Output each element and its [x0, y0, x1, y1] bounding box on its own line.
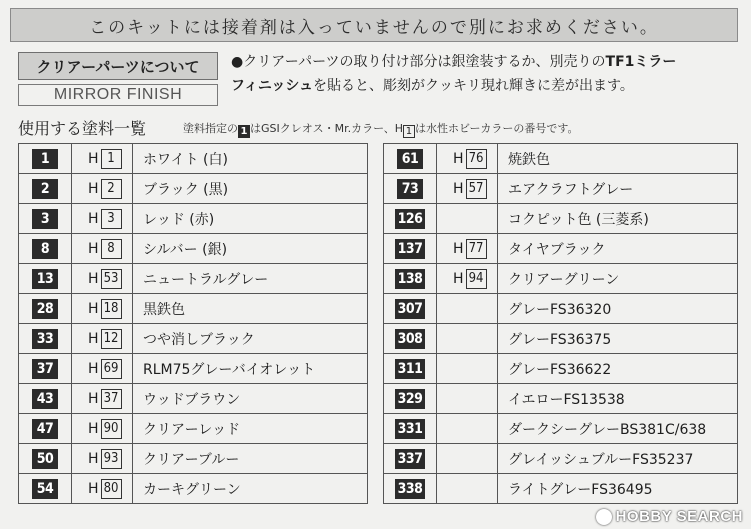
hobby-prefix: H [88, 360, 99, 377]
hobby-prefix: H [88, 450, 99, 467]
hobby-color-code [72, 269, 132, 289]
hobby-color-cell [437, 414, 498, 444]
paint-code-cell [19, 294, 72, 324]
mr-color-number: 126 [395, 209, 426, 229]
hobby-color-number: 69 [101, 359, 122, 379]
hobby-prefix: H [88, 210, 99, 227]
paint-code-cell [19, 174, 72, 204]
hobby-prefix: H [453, 150, 464, 167]
hobby-color-cell [72, 234, 133, 264]
mirror-finish-label: MIRROR FINISH [18, 84, 218, 106]
mr-color-number: 28 [32, 299, 58, 319]
hobby-color-cell [437, 354, 498, 384]
paint-code-cell [19, 384, 72, 414]
paint-code-cell [19, 444, 72, 474]
paint-name: ニュートラルグレー [133, 264, 368, 294]
hobby-color-number: 8 [101, 239, 122, 259]
note-product-name: フィニッシュ [231, 78, 314, 94]
hobby-prefix: H [88, 270, 99, 287]
mr-color-number: 1 [32, 149, 58, 169]
paint-code-cell [384, 324, 437, 354]
paint-code-cell [19, 144, 72, 174]
paint-code-cell [384, 444, 437, 474]
mr-color-number: 331 [395, 419, 426, 439]
hobby-color-cell [72, 144, 133, 174]
mr-color-number: 37 [32, 359, 58, 379]
hobby-color-number: 3 [101, 209, 122, 229]
hobby-prefix: H [88, 180, 99, 197]
mr-color-number: 47 [32, 419, 58, 439]
hobby-color-cell [72, 384, 133, 414]
paint-row [19, 204, 368, 234]
paint-name: 焼鉄色 [498, 144, 738, 174]
mr-color-number: 337 [395, 449, 426, 469]
hobby-color-number: 53 [101, 269, 122, 289]
hobby-color-code [72, 329, 132, 349]
paint-row [19, 264, 368, 294]
paint-name: ホワイト (白) [133, 144, 368, 174]
hobby-color-code [72, 239, 132, 259]
paint-name: ブラック (黒) [133, 174, 368, 204]
paint-code-cell [19, 264, 72, 294]
hobby-color-number: 12 [101, 329, 122, 349]
hobby-color-cell [437, 444, 498, 474]
mr-color-number: 311 [395, 359, 426, 379]
hobby-color-number: 37 [101, 389, 122, 409]
paint-name: ライトグレーFS36495 [498, 474, 738, 504]
mr-color-number: 3 [32, 209, 58, 229]
paint-row [19, 294, 368, 324]
note-text: ●クリアーパーツの取り付け部分は銀塗装するか、別売りの [231, 54, 606, 70]
hobby-color-cell [72, 324, 133, 354]
glue-notice-banner: このキットには接着剤は入っていませんので別にお求めください。 [10, 8, 738, 42]
mr-color-box: 1 [238, 125, 250, 138]
paint-row [384, 144, 738, 174]
paint-row [19, 354, 368, 384]
hobby-color-code [437, 149, 497, 169]
hobby-color-cell [437, 234, 498, 264]
paint-note-text: はGSIクレオス・Mr.カラー、H [250, 122, 403, 135]
hobby-search-logo-icon [596, 509, 612, 525]
paint-code-cell [384, 354, 437, 384]
hobby-color-number: 93 [101, 449, 122, 469]
hobby-color-code [72, 479, 132, 499]
paint-table-right [383, 143, 738, 504]
hobby-color-cell [72, 174, 133, 204]
paint-row [384, 414, 738, 444]
mr-color-number: 137 [395, 239, 426, 259]
mr-color-number: 73 [397, 179, 423, 199]
hobby-color-cell [72, 204, 133, 234]
paint-row [384, 174, 738, 204]
paint-code-cell [384, 144, 437, 174]
hobby-prefix: H [88, 150, 99, 167]
watermark-text: HOBBY SEARCH [615, 508, 743, 525]
hobby-prefix: H [453, 240, 464, 257]
hobby-color-code [437, 269, 497, 289]
hobby-color-cell [437, 384, 498, 414]
hobby-color-number: 18 [101, 299, 122, 319]
paint-name: タイヤブラック [498, 234, 738, 264]
hobby-color-code [72, 149, 132, 169]
mr-color-number: 50 [32, 449, 58, 469]
hobby-color-cell [72, 474, 133, 504]
paint-row [19, 174, 368, 204]
hobby-color-number: 2 [101, 179, 122, 199]
paint-row [19, 144, 368, 174]
paint-code-cell [384, 204, 437, 234]
paint-row [19, 324, 368, 354]
paint-code-cell [384, 414, 437, 444]
hobby-color-number: 57 [466, 179, 487, 199]
hobby-color-cell [72, 414, 133, 444]
hobby-color-number: 1 [101, 149, 122, 169]
hobby-color-number: 90 [101, 419, 122, 439]
paint-code-cell [19, 474, 72, 504]
hobby-color-cell [72, 264, 133, 294]
mr-color-number: 8 [32, 239, 58, 259]
hobby-color-cell [437, 264, 498, 294]
hobby-color-number: 94 [466, 269, 487, 289]
paint-row [384, 474, 738, 504]
paint-row [384, 264, 738, 294]
paint-name: クリアーレッド [133, 414, 368, 444]
paint-name: シルバー (銀) [133, 234, 368, 264]
mr-color-number: 329 [395, 389, 426, 409]
paint-row [384, 294, 738, 324]
clear-parts-title: クリアーパーツについて [18, 52, 218, 80]
paint-name: クリアーグリーン [498, 264, 738, 294]
hobby-prefix: H [453, 180, 464, 197]
hobby-color-code [72, 209, 132, 229]
paint-row [384, 234, 738, 264]
paint-name: つや消しブラック [133, 324, 368, 354]
mr-color-number: 338 [395, 479, 426, 499]
paint-list-note [183, 120, 578, 138]
paint-code-cell [384, 294, 437, 324]
mr-color-number: 307 [395, 299, 426, 319]
paint-name: クリアーブルー [133, 444, 368, 474]
paint-code-cell [19, 204, 72, 234]
paint-name: コクピット色 (三菱系) [498, 204, 738, 234]
paint-code-cell [384, 234, 437, 264]
mr-color-number: 33 [32, 329, 58, 349]
paint-name: グレーFS36622 [498, 354, 738, 384]
hobby-color-cell [437, 294, 498, 324]
hobby-color-code [437, 239, 497, 259]
mr-color-number: 61 [397, 149, 423, 169]
hobby-color-cell [72, 444, 133, 474]
paint-row [384, 204, 738, 234]
hobby-color-code [437, 179, 497, 199]
paint-row [384, 354, 738, 384]
watermark [596, 508, 743, 525]
hobby-color-code [72, 359, 132, 379]
hobby-color-number: 80 [101, 479, 122, 499]
paint-code-cell [19, 414, 72, 444]
hobby-prefix: H [88, 240, 99, 257]
paint-name: グレイッシュブルーFS35237 [498, 444, 738, 474]
paint-name: ダークシーグレーBS381C/638 [498, 414, 738, 444]
hobby-color-box: 1 [403, 125, 415, 138]
note-text: を貼ると、彫刻がクッキリ現れ輝きに差が出ます。 [313, 78, 634, 94]
hobby-color-cell [437, 204, 498, 234]
paint-table-left [18, 143, 368, 504]
mr-color-number: 2 [32, 179, 58, 199]
paint-name: ウッドブラウン [133, 384, 368, 414]
hobby-color-code [72, 179, 132, 199]
paint-code-cell [19, 234, 72, 264]
hobby-color-cell [437, 324, 498, 354]
paint-row [384, 444, 738, 474]
hobby-color-number: 77 [466, 239, 487, 259]
paint-name: グレーFS36320 [498, 294, 738, 324]
hobby-color-cell [72, 354, 133, 384]
paint-row [19, 234, 368, 264]
hobby-color-number: 76 [466, 149, 487, 169]
paint-code-cell [384, 474, 437, 504]
paint-row [384, 324, 738, 354]
mr-color-number: 13 [32, 269, 58, 289]
paint-note-text: 塗料指定の [183, 122, 238, 135]
hobby-color-cell [437, 474, 498, 504]
paint-name: RLM75グレーバイオレット [133, 354, 368, 384]
paint-name: イエローFS13538 [498, 384, 738, 414]
paint-code-cell [19, 324, 72, 354]
hobby-color-cell [437, 174, 498, 204]
clear-parts-note [231, 50, 741, 98]
mr-color-number: 138 [395, 269, 426, 289]
paint-code-cell [384, 384, 437, 414]
paint-row [19, 444, 368, 474]
paint-name: エアクラフトグレー [498, 174, 738, 204]
paint-row [19, 474, 368, 504]
hobby-prefix: H [453, 270, 464, 287]
hobby-color-code [72, 389, 132, 409]
clear-parts-note-line2 [231, 74, 741, 98]
paint-code-cell [19, 354, 72, 384]
hobby-prefix: H [88, 480, 99, 497]
paint-name: カーキグリーン [133, 474, 368, 504]
mr-color-number: 43 [32, 389, 58, 409]
clear-parts-note-line1 [231, 50, 741, 74]
paint-name: グレーFS36375 [498, 324, 738, 354]
hobby-color-code [72, 419, 132, 439]
hobby-color-code [72, 449, 132, 469]
hobby-prefix: H [88, 390, 99, 407]
hobby-prefix: H [88, 300, 99, 317]
paint-row [384, 384, 738, 414]
paint-code-cell [384, 264, 437, 294]
paint-list-heading: 使用する塗料一覧 [18, 119, 147, 138]
paint-name: レッド (赤) [133, 204, 368, 234]
hobby-prefix: H [88, 420, 99, 437]
paint-note-text: は水性ホビーカラーの番号です。 [414, 122, 579, 135]
hobby-color-code [72, 299, 132, 319]
paint-name: 黒鉄色 [133, 294, 368, 324]
mr-color-number: 308 [395, 329, 426, 349]
hobby-prefix: H [88, 330, 99, 347]
mr-color-number: 54 [32, 479, 58, 499]
paint-row [19, 414, 368, 444]
note-product-name: TF1ミラー [605, 54, 677, 70]
paint-row [19, 384, 368, 414]
hobby-color-cell [72, 294, 133, 324]
hobby-color-cell [437, 144, 498, 174]
paint-code-cell [384, 174, 437, 204]
